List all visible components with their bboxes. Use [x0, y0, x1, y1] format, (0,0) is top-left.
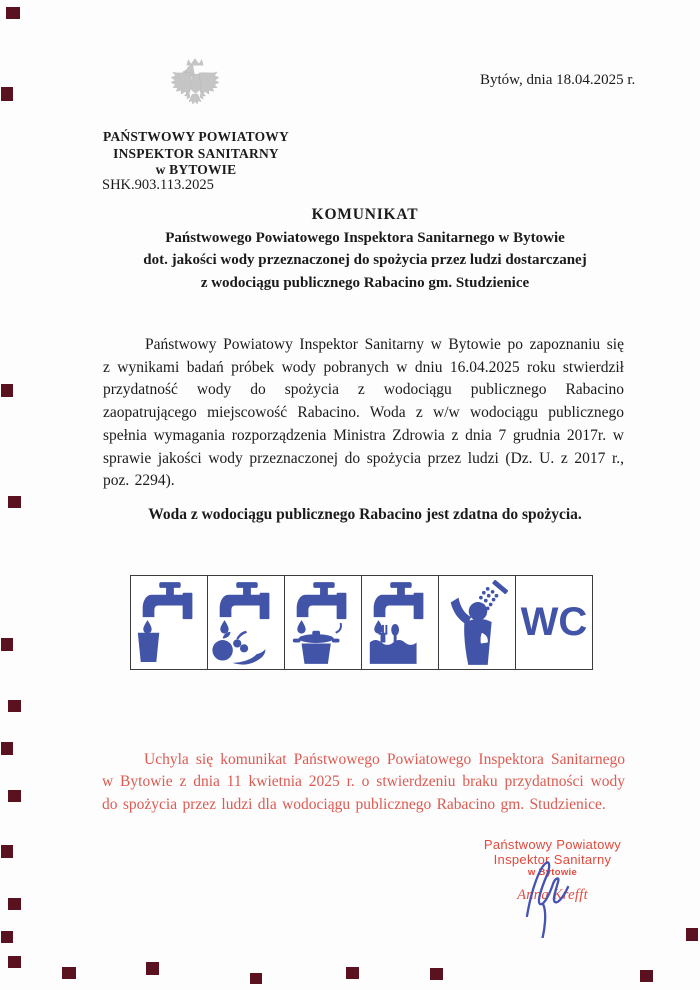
scan-artifact-mark [62, 967, 76, 979]
scan-artifact-mark [1, 384, 13, 397]
scan-artifact-mark [430, 968, 443, 980]
scan-artifact-mark [1, 742, 13, 755]
stamp-line3: w Bytowie [527, 867, 578, 878]
scan-artifact-mark [1, 87, 13, 101]
scan-artifact-mark [640, 970, 653, 982]
scan-artifact-mark [250, 973, 262, 984]
pictogram-drinking-water [130, 575, 208, 670]
shower-person-icon [439, 576, 515, 669]
title-line1: Państwowego Powiatowego Inspektora Sanitarnego w Bytowie [165, 229, 565, 246]
polish-eagle-emblem [170, 56, 220, 120]
stamp-line1: Państwowy Powiatowy [483, 837, 622, 852]
signature-name: Anna Krefft [517, 887, 588, 903]
scan-artifact-mark [146, 962, 159, 975]
title-line3: z wodociągu publicznego Rabacino gm. Studzienice [200, 274, 530, 291]
scan-artifact-mark [1, 638, 13, 651]
pictogram-wc [515, 575, 593, 670]
title-line2: dot. jakości wody przeznaczonej do spożycia przez ludzi dostarczanej [143, 252, 587, 269]
scan-artifact-mark [8, 956, 21, 968]
scan-artifact-mark [686, 928, 698, 941]
tap-glass-icon [131, 576, 207, 669]
water-use-pictograms [130, 575, 593, 670]
pictogram-washing-fruits [207, 575, 285, 670]
org-header-line2: INSPEKTOR SANITARNY [113, 145, 279, 161]
tap-sink-cutlery-icon [362, 576, 438, 669]
stamp-line2: Inspektor Sanitarny [493, 852, 612, 867]
scan-artifact-mark [1, 931, 13, 943]
annulment-paragraph: Uchyla się komunikat Państwowego Powiatowego Inspektora Sanitarnego w Bytowie z dnia 11 kwietnia 2025 r. o stwierdzeniu braku przydatności wody do spożycia przez ludzi dla wodociągu publicznego Rabacino gm. Studzienice. [102, 751, 625, 813]
wc-label: WC [520, 600, 588, 644]
scan-artifact-mark [8, 496, 21, 508]
scan-artifact-mark [8, 700, 21, 712]
org-header [98, 129, 294, 179]
verdict-statement: Woda z wodociągu publicznego Rabacino jest zdatna do spożycia. [148, 506, 582, 523]
scan-artifact-mark [1, 845, 13, 858]
document-title: KOMUNIKAT [311, 206, 419, 223]
org-header-line3: w BYTOWIE [155, 162, 237, 177]
pictogram-showering [438, 575, 516, 670]
pictogram-washing-dishes [361, 575, 439, 670]
date-line: Bytów, dnia 18.04.2025 r. [480, 72, 636, 88]
scan-artifact-mark [6, 7, 20, 19]
tap-fruits-icon [208, 576, 284, 669]
scan-artifact-mark [8, 898, 21, 910]
reference-number: SHK.903.113.2025 [102, 177, 214, 193]
pictogram-cooking-water [284, 575, 362, 670]
body-paragraph: Państwowy Powiatowy Inspektor Sanitarny w Bytowie po zapoznaniu się z wynikami badań próbek wody pobranych w dniu 16.04.2025 roku stwierdził przydatność wody do spożycia z wodociągu publicznego Rabacino zaopatrującego miejscowość Rabacino. Woda z w/w wodociągu publicznego spełnia wymagania rozporządzenia Ministra Zdrowia z dnia 7 grudnia 2017r. w sprawie jakości wody przeznaczonej do spożycia przez ludzi (Dz. U. z 2017 r., poz. 2294). [103, 336, 624, 490]
handwritten-signature [505, 854, 585, 938]
scan-artifact-mark [8, 790, 21, 802]
scan-artifact-mark [346, 967, 359, 979]
org-header-line1: PAŃSTWOWY POWIATOWY [103, 129, 289, 144]
title-block [95, 204, 635, 294]
tap-pot-icon [285, 576, 361, 669]
